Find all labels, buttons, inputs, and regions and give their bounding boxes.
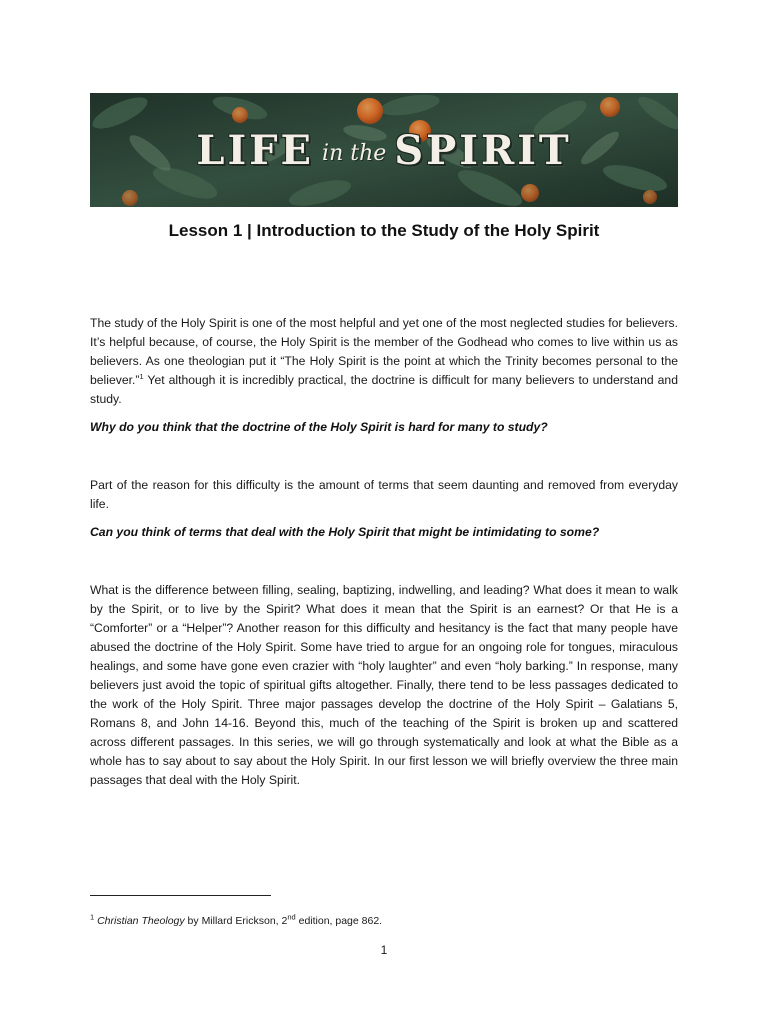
lesson-title: Lesson 1 | Introduction to the Study of the Holy Spirit xyxy=(168,221,600,240)
banner-title xyxy=(90,93,678,207)
body-paragraph: What is the difference between filling, sealing, baptizing, indwelling, and leading? What does it mean to walk by the Spirit, or to live by the Spirit? What does it mean that the Spirit is an earnest? Or that He is a “Comforter” or a “Helper”? Another reason for this difficulty and hesitancy is the fact that many people have abused the doctrine of the Holy Spirit. Some have tried to argue for an ongoing role for tongues, miraculous healings, and some have gone even crazier with “holy laughter” and even “holy barking.” In response, many believers just avoid the topic of spiritual gifts altogether. Finally, there tend to be less passages dedicated to the work of the Holy Spirit. Three major passages develop the doctrine of the Holy Spirit – Galatians 5, Romans 8, and John 14-16. Beyond this, much of the teaching of the Spirit is broken up and scattered across different passages. In this series, we will go through systematically and look at what the Bible as a whole has to say about to say about the Holy Spirit. In our first lesson we will briefly overview the three main passages that deal with the Holy Spirit. xyxy=(90,583,678,787)
banner-word-spirit: SPIRIT xyxy=(394,126,572,174)
intro-paragraph xyxy=(90,314,678,409)
footnote-author: by Millard Erickson, 2 xyxy=(184,915,288,927)
intro-paragraph-text-a: The study of the Holy Spirit is one of the most helpful and yet one of the most neglected studies for believers. It’s helpful because, of course, the Holy Spirit is the member of the Godhead who comes to live within us as believers. As one theologian put it “The Holy Spirit is the point at which the Trinity becomes personal to the believer.” xyxy=(90,316,678,387)
footnote-page: edition, page 862. xyxy=(295,915,383,927)
footnote-marker: 1 xyxy=(90,912,95,922)
intro-paragraph-text-b: Yet although it is incredibly practical, the doctrine is difficult for many believers to understand and study. xyxy=(90,373,678,406)
banner-word-in-the: in the xyxy=(322,140,387,166)
footnote-reference[interactable]: 1 xyxy=(139,371,144,381)
banner-word-life: LIFE xyxy=(196,126,315,174)
discussion-question-1: Why do you think that the doctrine of the Holy Spirit is hard for many to study? xyxy=(90,420,548,434)
page-number: 1 xyxy=(380,943,388,957)
footnote-separator xyxy=(90,895,271,896)
difficulty-paragraph: Part of the reason for this difficulty is the amount of terms that seem daunting and removed from everyday life. xyxy=(90,478,678,511)
discussion-question-2: Can you think of terms that deal with the Holy Spirit that might be intimidating to some? xyxy=(90,525,600,539)
footnote xyxy=(90,912,383,927)
footnote-book-title: Christian Theology xyxy=(97,915,185,927)
header-banner xyxy=(90,93,678,207)
footnote-edition-suffix: nd xyxy=(287,912,296,922)
